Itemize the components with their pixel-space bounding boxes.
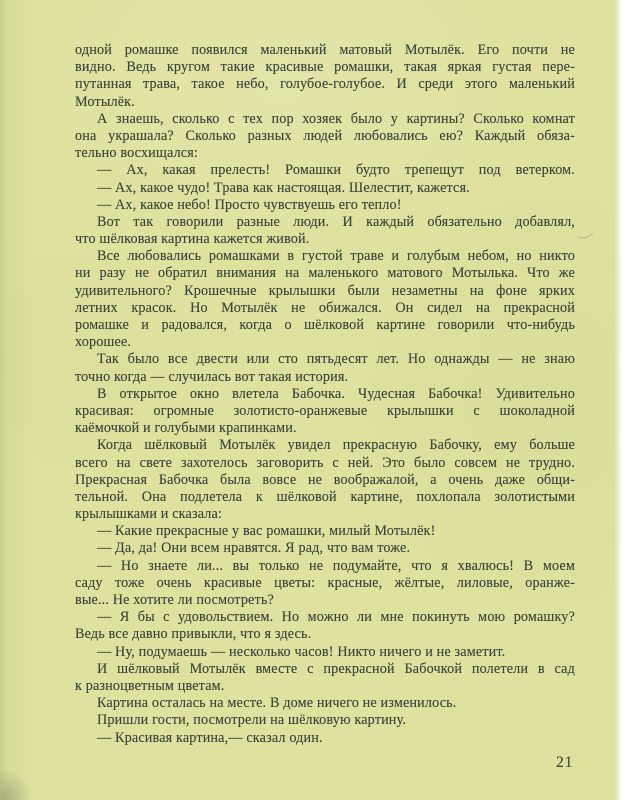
- text-line: тельно восхищался:: [75, 145, 199, 162]
- text-line: — Ну, подумаешь — несколько часов! Никто ничего и не заметит.: [97, 643, 506, 660]
- text-line: — Ах, какая прелесть! Ромашки будто трепещут под ветерком.: [97, 162, 575, 179]
- text-line: Прекрасная Бабочка была вовсе не воображалой, а очень даже общи-: [75, 471, 575, 488]
- text-line: одной ромашке появился маленький матовый Мотылёк. Его почти не: [75, 42, 575, 58]
- text-line: видно. Ведь кругом такие красивые ромашки, такая яркая густая пере-: [75, 59, 575, 76]
- text-line: — Я бы с удовольствием. Но можно ли мне покинуть мою ромашку?: [97, 609, 575, 626]
- text-line: точно когда — случилась вот такая история.: [75, 368, 349, 385]
- text-line: Когда шёлковый Мотылёк увидел прекрасную Бабочку, ему больше: [97, 437, 575, 454]
- text-line: — Какие прекрасные у вас ромашки, милый Мотылёк!: [97, 523, 436, 540]
- text-line: путанная трава, такое небо, голубое-голубое. И среди этого маленький: [75, 76, 575, 93]
- text-line: ромашке и радовался, когда о шёлковой картине говорили что-нибудь: [75, 317, 575, 333]
- text-line: — Ах, какое чудо! Трава как настоящая. Шелестит, кажется.: [97, 179, 470, 196]
- text-line: Ведь все давно привыкли, что я здесь.: [75, 626, 312, 643]
- text-line: ни разу не обратил внимания на маленького матового Мотылька. Что же: [75, 265, 575, 282]
- text-line: красивая: огромные золотисто-оранжевые крылышки с шоколадной: [75, 402, 575, 419]
- text-line: каёмочкой и голубыми крапинками.: [75, 420, 297, 437]
- text-line: удивительного? Крошечные крылышки были незаметны на фоне ярких: [75, 282, 575, 299]
- text-line: крылышками и сказала:: [75, 506, 223, 523]
- text-line: летних красок. Но Мотылёк не обижался. Он сидел на прекрасной: [75, 299, 575, 316]
- text-line: Вот так говорили разные люди. И каждый обязательно добавлял,: [97, 213, 575, 230]
- text-line: саду тоже очень красивые цветы: красные, жёлтые, лиловые, оранже-: [75, 574, 575, 591]
- text-line: И шёлковый Мотылёк вместе с прекрасной Бабочкой полетели в сад: [97, 660, 575, 677]
- text-line: Мотылёк.: [75, 93, 135, 110]
- text-line: — Красивая картина,— сказал один.: [97, 729, 323, 746]
- text-line: к разноцветным цветам.: [75, 677, 225, 694]
- text-line: хорошее.: [75, 334, 132, 351]
- text-block: [75, 42, 575, 747]
- text-line: Так было все двести или сто пятьдесят лет. Но однажды — не знаю: [97, 351, 575, 368]
- text-line: А знаешь, сколько с тех пор хозяек было у картины? Сколько комнат: [97, 110, 575, 127]
- text-line: она украшала? Сколько разных людей любовались ею? Каждый обяза-: [75, 127, 575, 144]
- text-line: — Но знаете ли... вы только не подумайте, что я хвалюсь! В моем: [97, 557, 575, 574]
- text-line: Пришли гости, посмотрели на шёлковую картину.: [97, 712, 407, 729]
- text-line: всего на свете захотелось заговорить с ней. Это было совсем не трудно.: [75, 454, 575, 471]
- text-line: — Ах, какое небо! Просто чувствуешь его тепло!: [97, 196, 402, 213]
- text-line: Все любовались ромашками в густой траве и голубым небом, но никто: [97, 248, 575, 265]
- text-line: В открытое окно влетела Бабочка. Чудесная Бабочка! Удивительно: [97, 385, 575, 402]
- page-number: 21: [556, 754, 574, 771]
- text-line: что шёлковая картина кажется живой.: [75, 231, 310, 248]
- text-line: — Да, да! Они всем нравятся. Я рад, что вам тоже.: [97, 540, 411, 557]
- text-line: тельной. Она подлетела к шёлковой картине, похлопала золотистыми: [75, 488, 575, 505]
- text-line: вые... Не хотите ли посмотреть?: [75, 592, 274, 608]
- text-line: Картина осталась на месте. В доме ничего не изменилось.: [97, 695, 457, 712]
- scratch-mark: [576, 227, 594, 239]
